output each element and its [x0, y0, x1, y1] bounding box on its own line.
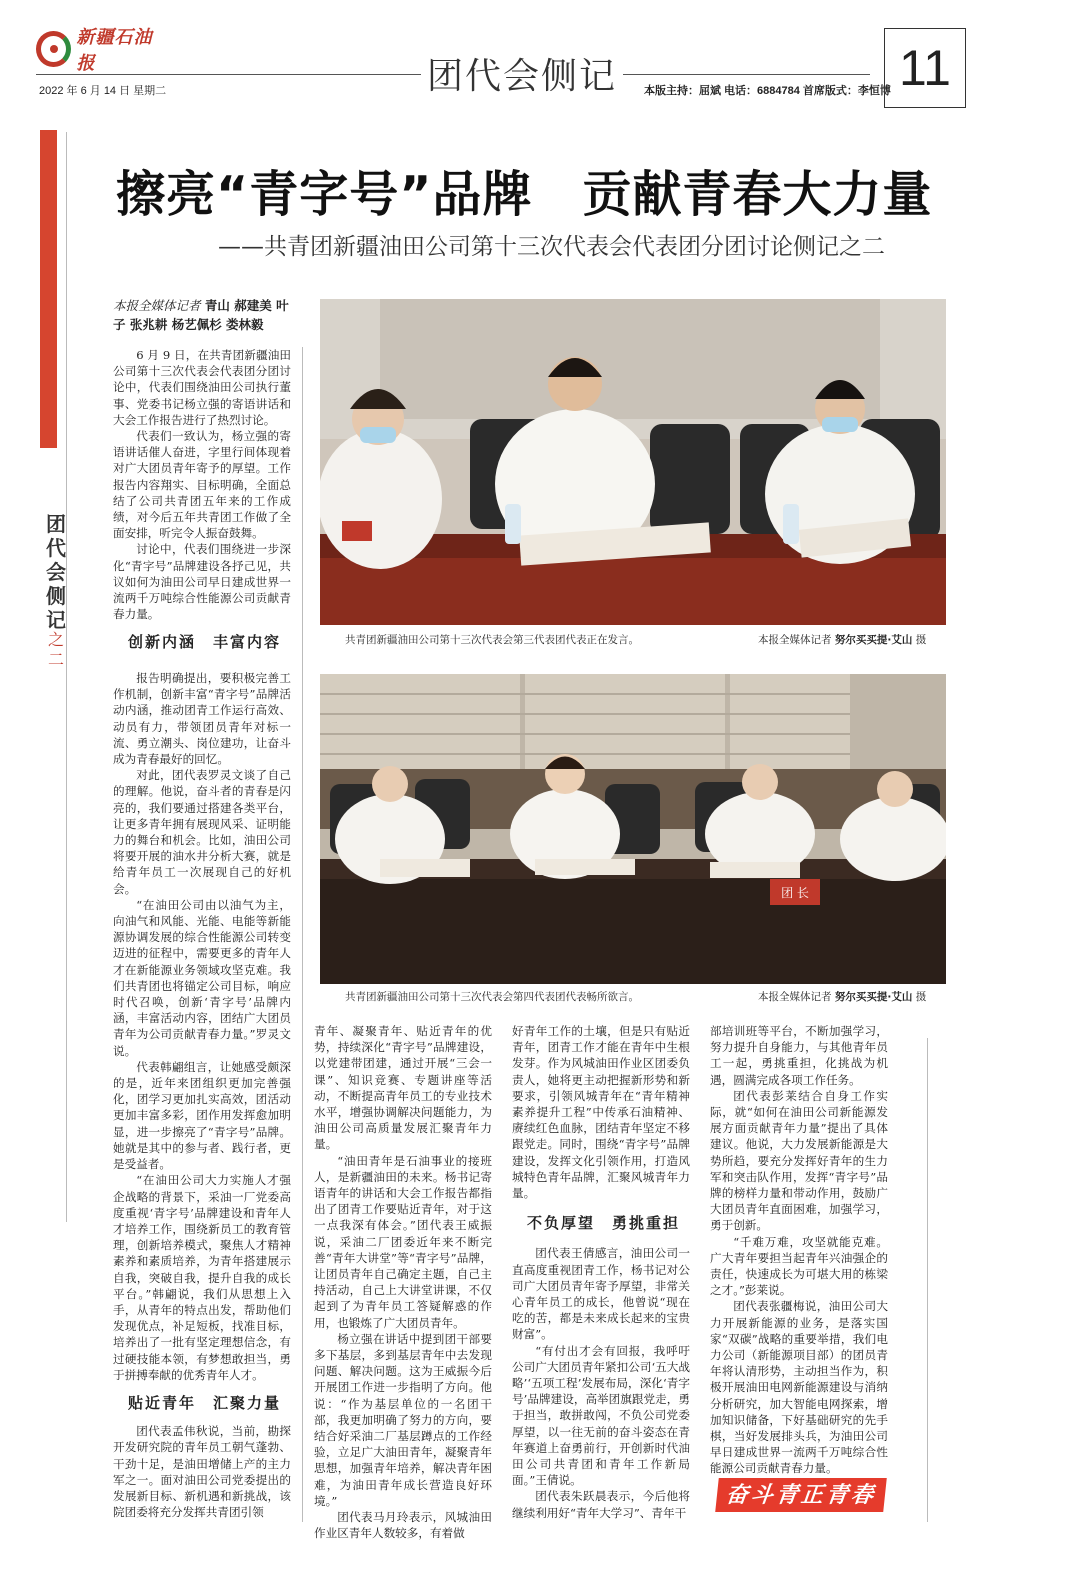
masthead [36, 24, 966, 109]
paragraph: 团代表孟伟秋说，当前，勘探开发研究院的青年员工朝气蓬勃、干劲十足，是油田增储上产的主力军之一。面对油田公司党委提出的发展新目标、新机遇和新挑战，该院团委将充分发挥共青团引领 [113, 1424, 291, 1520]
photo2-credit-name: 努尔买买提·艾山 [834, 991, 913, 1003]
column-rule [302, 347, 303, 1522]
main-column-2 [314, 1023, 492, 1542]
headline: 擦亮“青字号”品牌 贡献青春大力量 [116, 166, 933, 223]
photo1-credit-suffix: 摄 [915, 634, 927, 646]
section-title: 团代会侧记 [421, 48, 623, 99]
rail-sub: 之二 [47, 630, 64, 669]
paragraph: 部培训班等平台，不断加强学习，努力提升自身能力，与其他青年员工一起，勇挑重担，化挑战为机遇，圆满完成各项工作任务。 [710, 1024, 888, 1087]
paragraph: 团代表王倩感言，油田公司一直高度重视团青工作，杨书记对公司广大团员青年寄予厚望，非常关心青年员工的成长，他曾说“现在吃的苦，都是未来成长起来的宝贵财富”。 [512, 1246, 690, 1342]
paragraph: 代表韩翩组言，让她感受颇深的是，近年来团组织更加完善强化，团学习更加扎实高效，团活动更加丰富多彩，团作用发挥愈加明显，进一步擦亮了“青字号”品牌。她就是其中的参与者、践行者，更是受益者。 [113, 1059, 291, 1172]
issue-date: 2022 年 6 月 14 日 星期二 [39, 85, 167, 97]
photo2-credit [758, 989, 926, 1004]
paragraph: 团代表彭莱结合自身工作实际，就“如何在油田公司新能源发展方面贡献青年力量”提出了具体建议。他说，大力发展新能源是大势所趋，要充分发挥好青年的生力军和突击队作用，发挥“青字号”品牌的榜样力量和带动作用，鼓励广大团员青年直面困难，加强学习，勇于创新。 [710, 1088, 888, 1233]
logo-mark-icon [36, 31, 71, 67]
paragraph: 团代表朱跃晨表示，今后他将继续利用好“青年大学习”、青年干 [512, 1489, 690, 1520]
paragraph: 杨立强在讲话中提到团干部要多下基层，多到基层青年中去发现问题、解决问题。这为王威振今后开展团工作进一步指明了方向。他说：“作为基层单位的一名团干部，我更加明确了努力的方向，要结合好采油二厂基层蹲点的工作经验，立足广大油田青年，凝聚青年思想，加强青年培养，解决青年困难，为油田青年成长营造良好环境。” [314, 1331, 492, 1508]
subheading-close: 贴近青年 汇聚力量 [128, 1393, 282, 1412]
accent-bar [40, 130, 57, 448]
paragraph: 团代表张疆梅说，油田公司大力开展新能源的业务，是落实国家“双碳”战略的重要举措，我们电力公司（新能源项目部）的团员青年将认清形势，主动担当作为，积极开展油田电网新能源建设与消纳分析研究，加大智能电网探索，增加知识储备，下好基础研究的先手棋，当好发展排头兵，为油田公司早日建成世界一流两千万吨综合性能源公司贡献青春力量。 [710, 1299, 888, 1476]
main-column-4 [710, 1023, 888, 1477]
paragraph: 好青年工作的土壤，但是只有贴近青年，团青工作才能在青年中生根发芽。作为风城油田作业区团委负责人，她将更主动把握新形势和新要求，引领风城青年在“青年精神素养提升工程”中传承石油精神、赓续红色血脉，团结青年坚定不移跟党走。同时，围绕“青字号”品牌建设，发挥文化引领作用，打造风城特色青年品牌，汇聚风城青年力量。 [512, 1024, 690, 1201]
subheading-innovate: 创新内涵 丰富内容 [128, 633, 282, 652]
paragraph: 代表们一致认为，杨立强的寄语讲话催人奋进，字里行间体现着对广大团员青年寄予的厚望。工作报告内容翔实、目标明确，全面总结了公司共青团五年来的工作成绩，对今后五年共青团工作做了全面安排，听完令人振奋鼓舞。 [113, 429, 291, 541]
byline-label: 本报全媒体记者 [113, 298, 201, 313]
paragraph: 讨论中，代表们围绕进一步深化“青字号”品牌建设各抒己见，共议如何为油田公司早日建成世界一流两千万吨综合性能源公司贡献青春力量。 [113, 542, 291, 622]
photo-delegation-3 [320, 299, 946, 625]
paragraph: “在油田公司大力实施人才强企战略的背景下，采油一厂党委高度重视‘青字号’品牌建设和青年人才培养工作，围绕新员工的教育管理，创新培养模式，聚焦人才精神素养和素质培养，为青年搭建展示自我，突破自我，提升自我的成长平台。”韩翩说，我们从思想上入手，从青年的特点出发，帮助他们发现优点，补足短板，找准目标，培养出了一批有坚定理想信念，有过硬技能本领，有梦想敢担当，勇于拼搏奉献的优秀青年人才。 [113, 1173, 291, 1382]
rail-rule [66, 132, 67, 1222]
photo2-credit-label: 本报全媒体记者 [758, 991, 832, 1003]
main-column-1 [113, 670, 291, 1520]
subheadline: ——共青团新疆油田公司第十三次代表会代表团分团讨论侧记之二 [218, 234, 885, 260]
byline [113, 296, 298, 334]
main-column-3 [512, 1023, 690, 1521]
paragraph: “油田青年是石油事业的接班人，是新疆油田的未来。杨书记寄语青年的讲话和大会工作报告都指出了团青工作要贴近青年，对于这一点我深有体会。”团代表王威振说，采油二厂团委近年来不断完善“青年大讲堂”等“青字号”品牌，让团员青年自己确定主题，自己主持活动，自己上大讲堂讲课，不仅起到了为青年员工答疑解惑的作用，也锻炼了广大团员青年。 [314, 1153, 492, 1330]
paragraph: 对此，团代表罗灵文谈了自己的理解。他说，奋斗者的青春是闪亮的，我们要通过搭建各类平台，让更多青年拥有展现风采、证明能力的舞台和机会。比如，油田公司将要开展的油水井分析大赛，就是给青年员工一次展现自己的好机会。 [113, 768, 291, 896]
paper-name: 新疆石油报 [76, 27, 153, 74]
column-rule [927, 1038, 928, 1522]
paragraph: 青年、凝聚青年、贴近青年的优势，持续深化“青字号”品牌建设，以党建带团建，通过开展“三会一课”、知识竞赛、专题讲座等活动，不断提高青年员工的专业技术水平，增强协调解决问题能力，为油田公司高质量发展汇聚青年力量。 [314, 1024, 492, 1152]
paragraph: “有付出才会有回报，我呼吁公司广大团员青年紧扣公司‘五大战略’‘五项工程’发展布局，深化‘青字号’品牌建设，高举团旗跟党走，勇于担当，敢拼敢闯，不负公司党委厚望，以一往无前的奋斗姿态在青年赛道上奋勇前行，开创新时代油田公司共青团和青年工作新局面。”王倩说。 [512, 1343, 690, 1488]
page-number: 11 [884, 28, 966, 108]
photo1-credit-label: 本报全媒体记者 [758, 634, 832, 646]
photo1-caption: 共青团新疆油田公司第十三次代表会第三代表团代表正在发言。 [345, 634, 639, 646]
paragraph: 6 月 9 日，在共青团新疆油田公司第十三次代表会代表团分团讨论中，代表们围绕油田公司执行董事、党委书记杨立强的寄语讲话和大会工作报告进行了热烈讨论。 [113, 348, 291, 427]
photo2-caption: 共青团新疆油田公司第十三次代表会第四代表团代表畅所欲言。 [345, 991, 639, 1003]
paragraph: “在油田公司由以油气为主，向油气和风能、光能、电能等新能源协调发展的综合性能源公司转变迈进的征程中，需要更多的青年人才在新能源业务领域攻坚克难。我们共青团也将锚定公司目标，响应时代召唤，创新‘青字号’品牌内涵，丰富活动内容，团结广大团员青年为公司贡献青春力量。”罗灵文说。 [113, 897, 291, 1058]
paragraph: 团代表马月玲表示，风城油田作业区青年人数较多，有着做 [314, 1510, 492, 1541]
photo-delegation-4 [320, 674, 946, 984]
photo1-credit [758, 632, 926, 647]
byline-names: 青山 郝建美 叶子 张兆耕 杨艺佩杉 娄林毅 [113, 298, 289, 332]
slogan-badge: 奋斗青正青春 [715, 1478, 887, 1512]
table-sign: 团 长 [781, 886, 809, 900]
photo1-credit-name: 努尔买买提·艾山 [834, 634, 913, 646]
paragraph: “千难万难，攻坚就能克难。广大青年要担当起青年兴油强企的责任，快速成长为可堪大用的栋梁之才。”彭莱说。 [710, 1234, 888, 1298]
photo2-credit-suffix: 摄 [915, 991, 927, 1003]
intro-column [113, 347, 291, 663]
subheading-strive: 不负厚望 勇挑重担 [527, 1214, 681, 1233]
paragraph: 报告明确提出，要积极完善工作机制，创新丰富“青字号”品牌活动内涵，推动团青工作运行高效、动员有力，带领团员青年对标一流、勇立潮头、岗位建功，让奋斗成为青春最好的回忆。 [113, 671, 291, 767]
newspaper-logo [36, 27, 166, 74]
editor-line: 本版主持：屈斌 电话：6884784 首席版式：李恒博 [644, 85, 891, 97]
rail-label: 团代会侧记 [46, 512, 66, 632]
